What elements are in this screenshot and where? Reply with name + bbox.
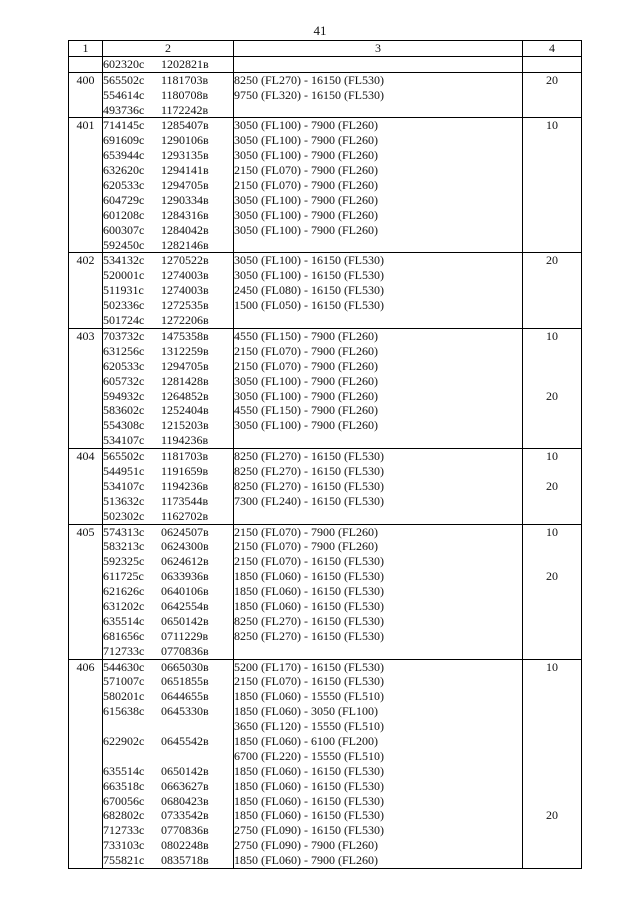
longitude-value: 1173544в [161,493,209,508]
value-cell [523,56,582,72]
longitude-value: 0835718в [161,853,209,868]
altitude-range: 2150 (FL070) - 7900 (FL260) [234,524,378,539]
altitude-range: 2150 (FL070) - 7900 (FL260) [234,178,378,193]
coordinates-cell [103,524,234,659]
latitude-value: 755821с [103,853,145,868]
longitude-value: 0640106в [161,584,209,599]
coordinate-line [103,554,233,569]
coordinate-line [103,494,233,509]
value-entry [523,764,581,779]
altitude-range: 3050 (FL100) - 7900 (FL260) [234,118,378,133]
table-row [69,524,582,659]
latitude-value: 544630с [103,659,145,674]
longitude-value: 0644655в [161,689,209,704]
value-entry [523,344,581,359]
altitude-range-cell [234,659,523,868]
longitude-value: 0624507в [161,524,209,539]
coordinate-line [103,749,233,764]
altitude-range: 1850 (FL060) - 16150 (FL530) [234,569,384,584]
altitude-range: 3050 (FL100) - 7900 (FL260) [234,222,378,237]
altitude-range: 8250 (FL270) - 16150 (FL530) [234,613,384,628]
coordinate-line [103,719,233,734]
table-row [69,328,582,448]
longitude-value: 1290334в [161,192,209,207]
altitude-range: 3050 (FL100) - 7900 (FL260) [234,373,378,388]
value-cell [523,253,582,328]
value-entry [523,734,581,749]
longitude-value: 1281428в [161,373,209,388]
longitude-value: 0633936в [161,569,209,584]
altitude-range: 3050 (FL100) - 7900 (FL260) [234,148,378,163]
coordinates-cell [103,328,234,448]
latitude-value: 712733с [103,643,145,658]
zone-number-cell: 401 [69,118,103,253]
coordinate-line [103,359,233,374]
value-entry [523,749,581,764]
altitude-range: 3050 (FL100) - 7900 (FL260) [234,192,378,207]
coordinate-line [103,808,233,823]
coordinate-line [103,418,233,433]
coordinate-line [103,344,233,359]
coordinate-line [103,674,233,689]
coordinate-line [103,614,233,629]
coordinate-line [103,599,233,614]
coordinates-cell [103,659,234,868]
value-entry [523,359,581,374]
longitude-value: 0663627в [161,778,209,793]
longitude-value: 1294705в [161,178,209,193]
value-cell [523,449,582,524]
coordinate-line [103,313,233,328]
longitude-value: 1181703в [161,72,209,87]
value-cell [523,328,582,448]
altitude-range: 1850 (FL060) - 16150 (FL530) [234,584,384,599]
longitude-value: 0733542в [161,808,209,823]
altitude-range-cell [234,253,523,328]
longitude-value: 1181703в [161,449,209,464]
table-row [69,449,582,524]
value-entry [523,539,581,554]
longitude-value: 1194236в [161,433,209,448]
coordinate-line [103,449,233,464]
latitude-value: 534107с [103,478,145,493]
altitude-range: 3050 (FL100) - 16150 (FL530) [234,268,384,283]
longitude-value: 0651855в [161,674,209,689]
altitude-range: 2450 (FL080) - 16150 (FL530) [234,283,384,298]
coordinate-line [103,853,233,868]
longitude-value: 0680423в [161,793,209,808]
latitude-value: 580201с [103,689,145,704]
value-entry [523,704,581,719]
longitude-value: 1284316в [161,207,209,222]
altitude-range: 3050 (FL100) - 7900 (FL260) [234,207,378,222]
longitude-value: 0711229в [161,628,209,643]
latitude-value: 520001с [103,268,145,283]
altitude-range: 8250 (FL270) - 16150 (FL530) [234,449,384,464]
value-entry: 20 [546,72,558,87]
latitude-value: 513632с [103,493,145,508]
coordinate-line [103,238,233,253]
latitude-value: 605732с [103,373,145,388]
value-cell [523,524,582,659]
coordinate-line [103,88,233,103]
value-entry: 20 [546,388,558,403]
altitude-range-cell [234,449,523,524]
coordinate-line [103,253,233,268]
coordinate-line [103,268,233,283]
altitude-range-cell [234,72,523,118]
longitude-value: 1282146в [161,237,209,252]
latitude-value: 493736с [103,102,145,117]
latitude-value: 631256с [103,343,145,358]
altitude-range: 1850 (FL060) - 15550 (FL510) [234,689,384,704]
altitude-range: 1850 (FL060) - 7900 (FL260) [234,853,378,868]
latitude-value: 583213с [103,539,145,554]
latitude-value: 501724с [103,313,145,328]
value-entry [523,719,581,734]
latitude-value: 703732с [103,328,145,343]
coordinate-line [103,223,233,238]
coordinate-line [103,178,233,193]
altitude-range: 2150 (FL070) - 7900 (FL260) [234,163,378,178]
altitude-range: 1850 (FL060) - 16150 (FL530) [234,763,384,778]
latitude-value: 502302с [103,508,145,523]
coordinate-line [103,660,233,675]
longitude-value: 1274003в [161,283,209,298]
latitude-value: 592325с [103,554,145,569]
coordinate-line [103,283,233,298]
altitude-range: 5200 (FL170) - 16150 (FL530) [234,659,384,674]
latitude-value: 544951с [103,463,145,478]
coordinate-line [103,764,233,779]
latitude-value: 620533с [103,358,145,373]
longitude-value: 1475358в [161,328,209,343]
altitude-range: 3050 (FL100) - 7900 (FL260) [234,418,378,433]
latitude-value: 670056с [103,793,145,808]
altitude-range: 8250 (FL270) - 16150 (FL530) [234,628,384,643]
coordinate-line [103,193,233,208]
table-row [69,253,582,328]
zone-number-cell [69,56,103,72]
table-row [69,118,582,253]
coordinate-line [103,298,233,313]
longitude-value: 1272206в [161,313,209,328]
latitude-value: 571007с [103,674,145,689]
longitude-value: 1285407в [161,118,209,133]
coordinate-line [103,479,233,494]
altitude-range: 1850 (FL060) - 3050 (FL100) [234,704,378,719]
latitude-value: 554614с [103,87,145,102]
value-cell [523,118,582,253]
longitude-value: 1294141в [161,163,209,178]
latitude-value: 712733с [103,823,145,838]
latitude-value: 604729с [103,192,145,207]
longitude-value: 1274003в [161,268,209,283]
longitude-value: 1180708в [161,87,209,102]
altitude-range: 2150 (FL070) - 7900 (FL260) [234,358,378,373]
latitude-value: 534132с [103,253,145,268]
latitude-value: 621626с [103,584,145,599]
altitude-range: 2150 (FL070) - 7900 (FL260) [234,343,378,358]
latitude-value: 600307с [103,222,145,237]
altitude-range: 1850 (FL060) - 16150 (FL530) [234,808,384,823]
coordinate-line [103,103,233,118]
value-entry [523,689,581,704]
latitude-value: 622902с [103,733,145,748]
latitude-value: 663518с [103,778,145,793]
value-entry: 10 [546,118,558,133]
longitude-value: 1272535в [161,298,209,313]
coordinate-line [103,689,233,704]
coordinate-line [103,208,233,223]
coordinate-line [103,403,233,418]
latitude-value: 511931с [103,283,144,298]
value-cell [523,659,582,868]
coordinate-line [103,163,233,178]
latitude-value: 594932с [103,388,145,403]
longitude-value: 1294705в [161,358,209,373]
coordinate-line [103,704,233,719]
coordinate-line [103,838,233,853]
altitude-range: 2750 (FL090) - 7900 (FL260) [234,838,378,853]
longitude-value: 0650142в [161,763,209,778]
header-col-4: 4 [523,41,582,57]
coordinate-line [103,823,233,838]
coordinate-line [103,779,233,794]
latitude-value: 534107с [103,433,145,448]
page-number: 41 [313,23,327,38]
altitude-range: 8250 (FL270) - 16150 (FL530) [234,463,384,478]
latitude-value: 601208с [103,207,145,222]
coordinate-line [103,329,233,344]
longitude-value: 1172242в [161,102,209,117]
longitude-value: 1312259в [161,343,209,358]
value-entry: 10 [546,328,558,343]
coordinate-line [103,734,233,749]
longitude-value: 1215203в [161,418,209,433]
coordinate-line [103,794,233,809]
altitude-range: 8250 (FL270) - 16150 (FL530) [234,72,384,87]
table-header-row [69,41,582,57]
latitude-value: 635514с [103,613,145,628]
zone-number-cell: 403 [69,328,103,448]
coordinate-line [103,644,233,659]
coordinate-line [103,629,233,644]
latitude-value: 565502с [103,72,145,87]
altitude-range: 3050 (FL100) - 7900 (FL260) [234,388,378,403]
latitude-value: 602320с [103,56,145,71]
value-entry: 20 [546,478,558,493]
latitude-value: 565502с [103,449,145,464]
latitude-value: 681656с [103,628,145,643]
longitude-value: 1264852в [161,388,209,403]
altitude-range: 1500 (FL050) - 16150 (FL530) [234,298,384,313]
value-entry [523,779,581,794]
longitude-value: 0645542в [161,733,209,748]
altitude-range: 7300 (FL240) - 16150 (FL530) [234,493,384,508]
value-entry [523,374,581,389]
value-entry [523,464,581,479]
coordinate-line [103,133,233,148]
longitude-value: 1270522в [161,253,209,268]
latitude-value: 611725с [103,569,144,584]
altitude-range: 1850 (FL060) - 16150 (FL530) [234,778,384,793]
longitude-value: 1191659в [161,463,209,478]
longitude-value: 1252404в [161,403,209,418]
coordinate-line [103,569,233,584]
coordinates-cell [103,72,234,118]
longitude-value: 0624612в [161,554,209,569]
latitude-value: 632620с [103,163,145,178]
longitude-value: 0624300в [161,539,209,554]
coordinate-line [103,433,233,448]
coordinate-line [103,73,233,88]
longitude-value: 0802248в [161,838,209,853]
header-col-2: 2 [103,41,234,57]
altitude-range-cell [234,524,523,659]
longitude-value: 0642554в [161,598,209,613]
altitude-range: 1850 (FL060) - 6100 (FL200) [234,733,378,748]
latitude-value: 554308с [103,418,145,433]
altitude-range: 6700 (FL220) - 15550 (FL510) [234,748,384,763]
header-col-3: 3 [234,41,523,57]
zone-number-cell: 405 [69,524,103,659]
value-entry [523,554,581,569]
coordinate-line [103,539,233,554]
coordinate-line [103,148,233,163]
latitude-value: 653944с [103,148,145,163]
altitude-range: 9750 (FL320) - 16150 (FL530) [234,87,384,102]
coordinate-line [103,464,233,479]
latitude-value: 574313с [103,524,145,539]
coordinate-line [103,509,233,524]
zone-number-cell: 400 [69,72,103,118]
longitude-value: 0650142в [161,613,209,628]
value-cell [523,72,582,118]
coordinates-cell [103,118,234,253]
value-entry: 20 [546,569,558,584]
zone-number-cell: 402 [69,253,103,328]
altitude-range: 1850 (FL060) - 16150 (FL530) [234,598,384,613]
zone-number-cell: 406 [69,659,103,868]
zone-number-cell: 404 [69,449,103,524]
latitude-value: 620533с [103,178,145,193]
longitude-value: 0645330в [161,704,209,719]
altitude-range: 2150 (FL070) - 16150 (FL530) [234,674,384,689]
latitude-value: 682802с [103,808,145,823]
latitude-value: 502336с [103,298,145,313]
coordinate-line [103,374,233,389]
altitude-range: 3650 (FL120) - 15550 (FL510) [234,719,384,734]
table-row [69,659,582,868]
longitude-value: 0770836в [161,643,209,658]
latitude-value: 691609с [103,133,145,148]
latitude-value: 631202с [103,598,145,613]
altitude-range: 1850 (FL060) - 16150 (FL530) [234,793,384,808]
longitude-value: 1290106в [161,133,209,148]
coordinates-cell [103,56,234,72]
altitude-range-cell [234,56,523,72]
coordinate-line [103,118,233,133]
altitude-range: 3050 (FL100) - 7900 (FL260) [234,133,378,148]
value-entry: 10 [546,659,558,674]
longitude-value: 0665030в [161,659,209,674]
altitude-range: 8250 (FL270) - 16150 (FL530) [234,478,384,493]
value-entry: 20 [546,808,558,823]
altitude-range: 2750 (FL090) - 16150 (FL530) [234,823,384,838]
altitude-range: 2150 (FL070) - 16150 (FL530) [234,554,384,569]
latitude-value: 615638с [103,704,145,719]
coordinate-line [103,57,233,72]
value-entry: 10 [546,524,558,539]
coordinate-line [103,584,233,599]
longitude-value: 0770836в [161,823,209,838]
altitude-range-cell [234,118,523,253]
header-col-1: 1 [69,41,103,57]
value-entry [523,674,581,689]
value-entry [523,794,581,809]
coordinate-line [103,525,233,540]
latitude-value: 635514с [103,763,145,778]
latitude-value: 714145с [103,118,145,133]
longitude-value: 1284042в [161,222,209,237]
value-entry: 10 [546,449,558,464]
altitude-range-cell [234,328,523,448]
latitude-value: 592450с [103,237,145,252]
longitude-value: 1194236в [161,478,209,493]
altitude-range: 2150 (FL070) - 7900 (FL260) [234,539,378,554]
altitude-range: 3050 (FL100) - 16150 (FL530) [234,253,384,268]
latitude-value: 733103с [103,838,145,853]
longitude-value: 1293135в [161,148,209,163]
altitude-range: 4550 (FL150) - 7900 (FL260) [234,403,378,418]
latitude-value: 583602с [103,403,145,418]
table-row [69,72,582,118]
altitude-range: 4550 (FL150) - 7900 (FL260) [234,328,378,343]
coordinates-cell [103,449,234,524]
table-row [69,56,582,72]
coordinates-cell [103,253,234,328]
coordinate-line [103,389,233,404]
longitude-value: 1202821в [161,56,209,71]
value-entry: 20 [546,253,558,268]
longitude-value: 1162702в [161,508,209,523]
airspace-table [68,40,582,869]
